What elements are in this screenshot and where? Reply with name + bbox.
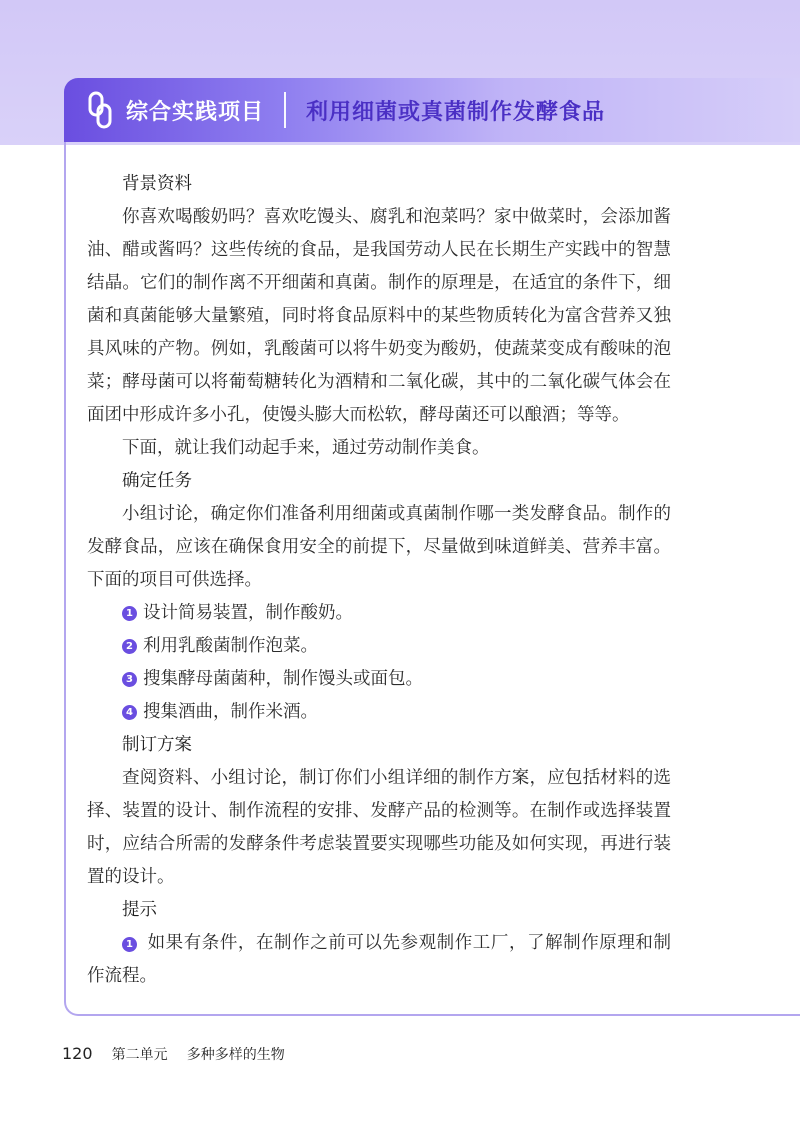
section-heading-plan: 制订方案 xyxy=(122,735,192,755)
article-body xyxy=(87,168,671,993)
section-heading-background: 背景资料 xyxy=(122,174,192,194)
list-item-text: 设计简易装置，制作酸奶。 xyxy=(143,603,353,623)
list-item xyxy=(87,630,671,663)
link-icon xyxy=(86,90,114,130)
hint-text: 如果有条件，在制作之前可以先参观制作工厂，了解制作原理和制作流程。 xyxy=(87,933,671,986)
hint-heading: 提示 xyxy=(122,900,157,920)
paragraph: 下面，就让我们动起手来，通过劳动制作美食。 xyxy=(122,438,490,458)
list-item-text: 搜集酒曲，制作米酒。 xyxy=(143,702,318,722)
list-item-text: 利用乳酸菌制作泡菜。 xyxy=(143,636,318,656)
project-title: 利用细菌或真菌制作发酵食品 xyxy=(306,99,606,125)
paragraph: 小组讨论，确定你们准备利用细菌或真菌制作哪一类发酵食品。制作的发酵食品，应该在确保食用安全的前提下，尽量做到味道鲜美、营养丰富。下面的项目可供选择。 xyxy=(87,504,671,590)
unit-title: 多种多样的生物 xyxy=(186,1047,285,1063)
number-badge: 3 xyxy=(122,672,137,687)
project-label: 综合实践项目 xyxy=(126,99,265,125)
paragraph: 你喜欢喝酸奶吗？喜欢吃馒头、腐乳和泡菜吗？家中做菜时，会添加酱油、醋或酱吗？这些传统的食品，是我国劳动人民在长期生产实践中的智慧结晶。它们的制作离不开细菌和真菌。制作的原理是，在适宜的条件下，细菌和真菌能够大量繁殖，同时将食品原料中的某些物质转化为富含营养又独具风味的产物。例如，乳酸菌可以将牛奶变为酸奶，使蔬菜变成有酸味的泡菜；酵母菌可以将葡萄糖转化为酒精和二氧化碳，其中的二氧化碳气体会在面团中形成许多小孔，使馒头膨大而松软，酵母菌还可以酿酒；等等。 xyxy=(87,207,671,425)
number-badge: 1 xyxy=(122,606,137,621)
list-item xyxy=(87,663,671,696)
number-badge: 2 xyxy=(122,639,137,654)
hint-item xyxy=(87,927,671,993)
list-item xyxy=(87,696,671,729)
page-footer xyxy=(62,1044,285,1064)
page-number: 120 xyxy=(62,1044,93,1063)
banner-divider xyxy=(284,92,286,128)
list-item xyxy=(87,597,671,630)
section-heading-task: 确定任务 xyxy=(122,471,192,491)
project-banner xyxy=(64,78,800,142)
list-item-text: 搜集酵母菌菌种，制作馒头或面包。 xyxy=(143,669,423,689)
paragraph: 查阅资料、小组讨论，制订你们小组详细的制作方案，应包括材料的选择、装置的设计、制作流程的安排、发酵产品的检测等。在制作或选择装置时，应结合所需的发酵条件考虑装置要实现哪些功能及如何实现，再进行装置的设计。 xyxy=(87,768,671,887)
number-badge: 1 xyxy=(122,937,137,952)
number-badge: 4 xyxy=(122,705,137,720)
unit-label: 第二单元 xyxy=(111,1047,168,1063)
